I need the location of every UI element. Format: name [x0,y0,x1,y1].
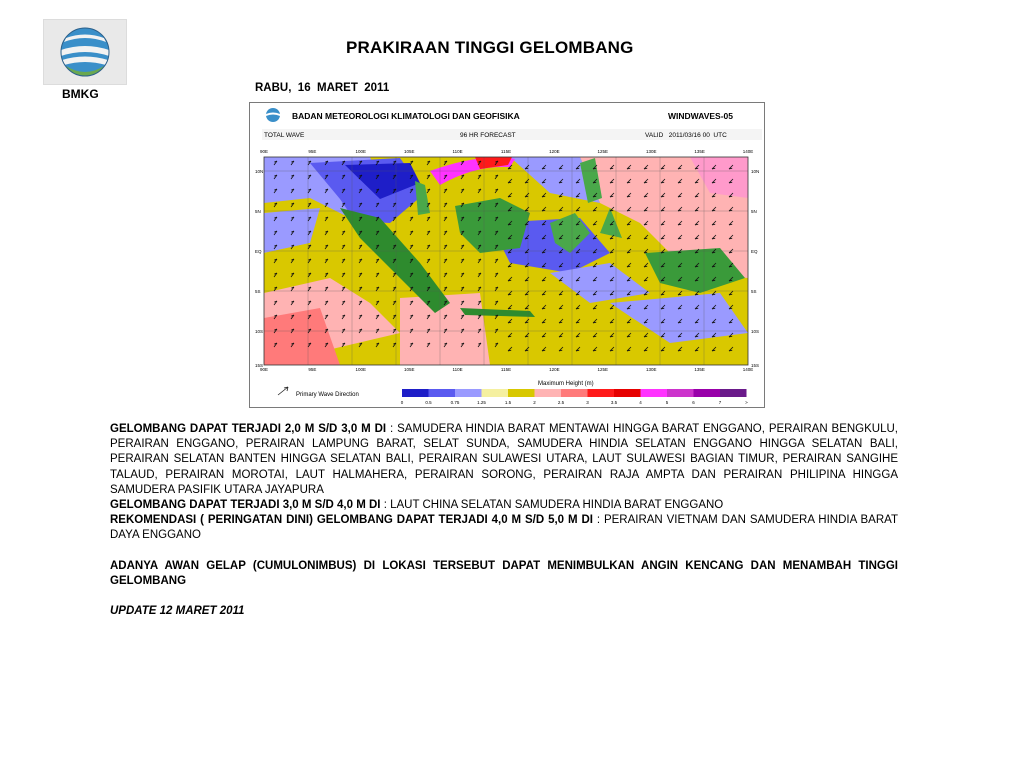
scale-swatch [667,389,694,397]
lat-label-right: 5N [751,209,757,214]
scale-label: 0.5 [425,400,432,405]
para-3-heading: REKOMENDASI ( PERINGATAN DINI) GELOMBANG DAPAT TERJADI 4,0 M S/D 5,0 M DI [110,514,593,527]
para-3-body: : PERAIRAN VIETNAM DAN SAMUDERA HINDIA BARAT DAYA ENGGANO [110,514,898,542]
map-valid-label: VALID 2011/03/16 00 UTC [645,132,727,139]
lat-label-right: 5S [751,289,757,294]
lon-label-top: 105E [403,149,415,154]
direction-arrow-icon [278,387,288,395]
scale-label: 1.25 [477,400,486,405]
warning-para-1 [110,422,898,498]
scale-label: 5 [665,400,669,405]
lon-label-bottom: 135E [694,367,705,372]
lon-label-bottom: 115E [500,367,512,372]
lat-label-right: 15S [751,363,760,368]
latitude-labels-left [255,169,263,368]
map-plot [264,157,748,365]
lon-label-top: 120E [549,149,560,154]
scale-swatch [614,389,641,397]
lat-label-left: 5S [255,289,261,294]
scale-swatch [535,389,562,397]
lon-label-bottom: 120E [549,367,560,372]
lon-label-bottom: 90E [259,367,269,372]
bmkg-small-logo-icon [266,108,280,122]
map-org-name: BADAN METEOROLOGI KLIMATOLOGI DAN GEOFISIKA [292,111,520,121]
bmkg-label: BMKG [62,87,99,101]
lon-label-bottom: 125E [597,367,609,372]
longitude-labels-top [260,149,753,154]
scale-label: 0 [400,400,404,405]
map-model-name: WINDWAVES-05 [668,111,734,121]
lon-label-top: 130E [645,149,657,154]
lon-label-bottom: 110E [452,367,463,372]
para-2-heading: GELOMBANG DAPAT TERJADI 3,0 M S/D 4,0 M DI [110,499,381,512]
scale-label: 7 [718,400,722,405]
lon-label-top: 125E [597,149,609,154]
latitude-labels-right [751,169,759,368]
cumulonimbus-warning: ADANYA AWAN GELAP (CUMULONIMBUS) DI LOKASI TERSEBUT DAPAT MENIMBULKAN ANGIN KENCANG DAN MENAMBAH TINGGI GELOMBANG [110,559,898,587]
page-title: PRAKIRAAN TINGGI GELOMBANG [346,38,634,57]
lon-label-bottom: 140E [742,367,754,372]
update-date: UPDATE 12 MARET 2011 [110,605,245,618]
para-2-body: : LAUT CHINA SELATAN SAMUDERA HINDIA BARAT ENGGANO [380,499,724,512]
lon-label-bottom: 95E [308,367,317,372]
lon-label-bottom: 130E [645,367,657,372]
legend-title: Maximum Height (m) [538,381,594,387]
scale-swatch [694,389,721,397]
bmkg-globe-icon [44,20,126,84]
scale-swatch [429,389,456,397]
lat-label-right: 10N [751,169,760,174]
para-1-heading: GELOMBANG DAPAT TERJADI 2,0 M S/D 3,0 M DI [110,423,387,435]
lon-label-bottom: 105E [403,367,415,372]
scale-label: 4 [639,400,642,405]
warning-para-3 [110,513,898,543]
para-1-body: : SAMUDERA HINDIA BARAT MENTAWAI HINGGA BARAT ENGGANO, PERAIRAN BENGKULU, PERAIRAN ENGGANO, PERAIRAN LAMPUNG BARAT, SELAT SUNDA, SAMUDERA HINDIA SELATAN ENGGANO HINGGA SELATAN BALI, PERAIRAN SELATAN BANTEN HINGGA SELATAN BALI, PERAIRAN SULAWESI UTARA, LAUT SULAWESI BAGIAN TIMUR, PERAIRAN SANGIHE TALAUD, PERAIRAN MOROTAI, LAUT HALMAHERA, PERAIRAN SORONG, PERAIRAN RAJA AMPTA DAN PERAIRAN PHILIPINA HINGGA SAMUDERA PASIFIK UTARA JAYAPURA [110,423,898,496]
lon-label-top: 90E [259,149,269,154]
scale-swatch [720,389,747,397]
bmkg-logo [43,19,127,85]
map-legend [278,381,748,405]
lon-label-top: 100E [355,149,367,154]
scale-label: > [745,400,748,405]
longitude-labels-bottom [260,367,753,372]
lon-label-top: 115E [500,149,512,154]
scale-label: 2.5 [557,400,565,405]
direction-legend-label: Primary Wave Direction [296,392,359,398]
lat-label-left: 10S [255,329,264,334]
scale-label: 2 [533,400,536,405]
scale-label: 0.75 [450,400,460,405]
lon-label-bottom: 100E [355,367,367,372]
scale-swatch [508,389,535,397]
scale-label: 6 [692,400,695,405]
lat-label-right: EQ [751,249,758,254]
scale-label: 1.5 [504,400,512,405]
wave-forecast-map [249,102,765,408]
lon-label-top: 95E [308,149,317,154]
map-forecast-label: 96 HR FORECAST [460,132,516,139]
lat-label-right: 10S [751,329,760,334]
scale-swatch [561,389,588,397]
map-field-label: TOTAL WAVE [264,132,305,139]
scale-label: 3 [586,400,589,405]
scale-swatch [588,389,615,397]
lon-label-top: 135E [694,149,705,154]
scale-label: 3.5 [610,400,618,405]
scale-swatch [641,389,668,397]
warning-text [110,422,898,619]
lat-label-left: 5N [255,209,261,214]
scale-swatch [455,389,482,397]
lat-label-left: 10N [255,169,264,174]
lon-label-top: 140E [742,149,754,154]
lat-label-left: EQ [255,249,262,254]
scale-swatch [482,389,509,397]
scale-swatch [402,389,429,397]
warning-para-2 [110,498,898,513]
lat-label-left: 15S [255,363,264,368]
forecast-date: RABU, 16 MARET 2011 [255,82,390,94]
lon-label-top: 110E [452,149,463,154]
